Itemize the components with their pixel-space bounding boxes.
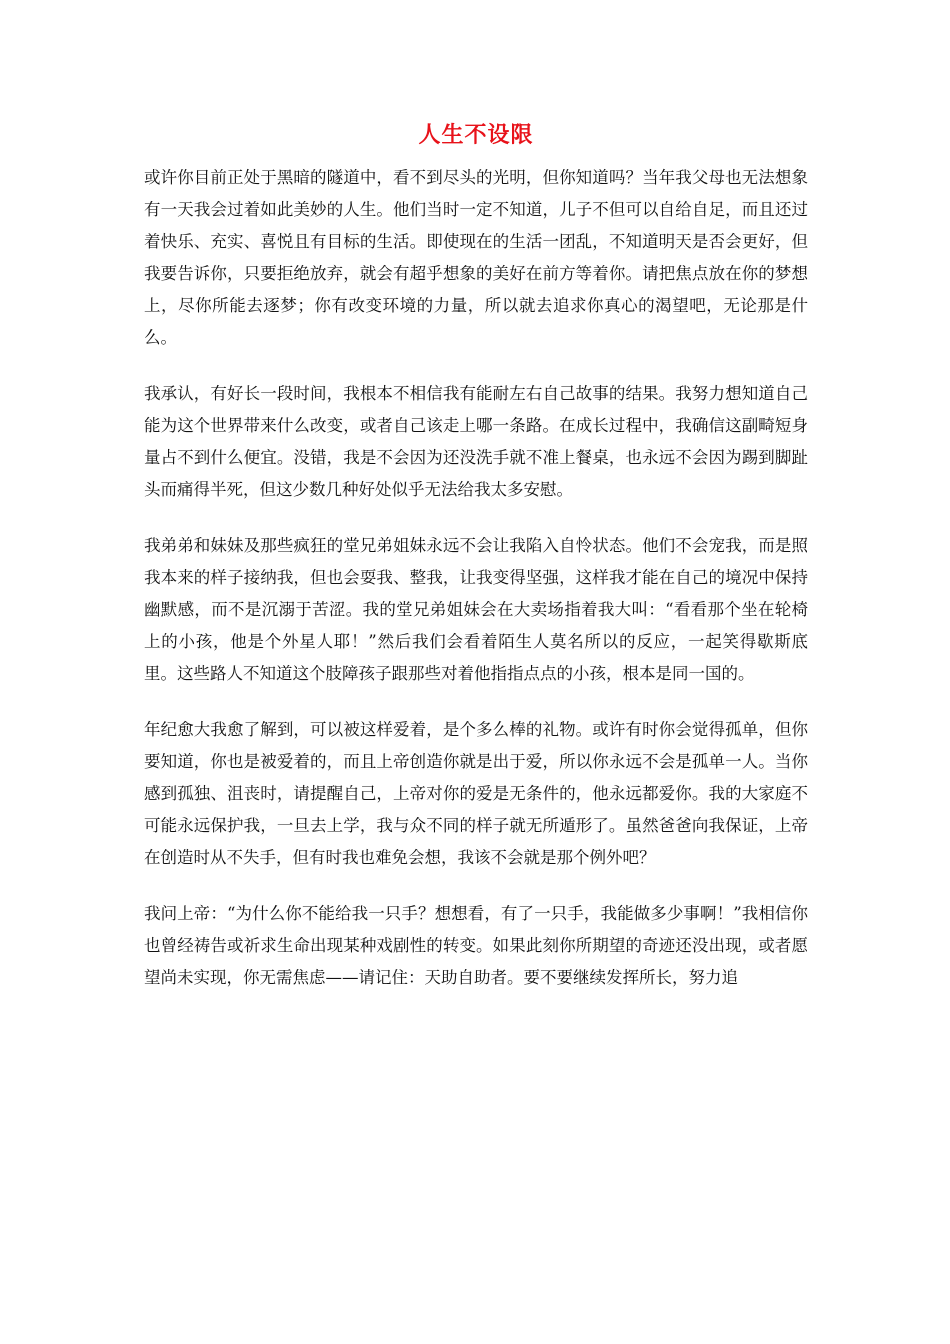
paragraph-4: 年纪愈大我愈了解到，可以被这样爱着，是个多么棒的礼物。或许有时你会觉得孤单，但你要知道，你也是被爱着的，而且上帝创造你就是出于爱，所以你永远不会是孤单一人。当你感到孤独、沮丧时，请提醒自己，上帝对你的爱是无条件的，他永远都爱你。我的大家庭不可能永远保护我，一旦去上学，我与众不同的样子就无所遁形了。虽然爸爸向我保证，上帝在创造时从不失手，但有时我也难免会想，我该不会就是那个例外吧？ <box>144 720 808 867</box>
paragraph-1: 或许你目前正处于黑暗的隧道中，看不到尽头的光明，但你知道吗？当年我父母也无法想象有一天我会过着如此美妙的人生。他们当时一定不知道，儿子不但可以自给自足，而且还过着快乐、充实、喜悦且有目标的生活。即使现在的生活一团乱，不知道明天是否会更好，但我要告诉你，只要拒绝放弃，就会有超乎想象的美好在前方等着你。请把焦点放在你的梦想上，尽你所能去逐梦；你有改变环境的力量，所以就去追求你真心的渴望吧，无论那是什么。 <box>144 168 808 347</box>
document-title: 人生不设限 <box>418 123 534 148</box>
paragraph-3: 我弟弟和妹妹及那些疯狂的堂兄弟姐妹永远不会让我陷入自怜状态。他们不会宠我，而是照我本来的样子接纳我，但也会耍我、整我，让我变得坚强，这样我才能在自己的境况中保持幽默感，而不是沉溺于苦涩。我的堂兄弟姐妹会在大卖场指着我大叫：“看看那个坐在轮椅上的小孩，他是个外星人耶！”然后我们会看着陌生人莫名所以的反应，一起笑得歇斯底里。这些路人不知道这个肢障孩子跟那些对着他指指点点的小孩，根本是同一国的。 <box>144 536 808 683</box>
paragraph-5: 我问上帝：“为什么你不能给我一只手？想想看，有了一只手，我能做多少事啊！”我相信你也曾经祷告或祈求生命出现某种戏剧性的转变。如果此刻你所期望的奇迹还没出现，或者愿望尚未实现，你无需焦虑——请记住：天助自助者。要不要继续发挥所长，努力追 <box>144 904 808 987</box>
document-page <box>144 120 808 1018</box>
paragraph-2: 我承认，有好长一段时间，我根本不相信我有能耐左右自己故事的结果。我努力想知道自己能为这个世界带来什么改变，或者自己该走上哪一条路。在成长过程中，我确信这副畸短身量占不到什么便宜。没错，我是不会因为还没洗手就不准上餐桌，也永远不会因为踢到脚趾头而痛得半死，但这少数几种好处似乎无法给我太多安慰。 <box>144 384 808 499</box>
